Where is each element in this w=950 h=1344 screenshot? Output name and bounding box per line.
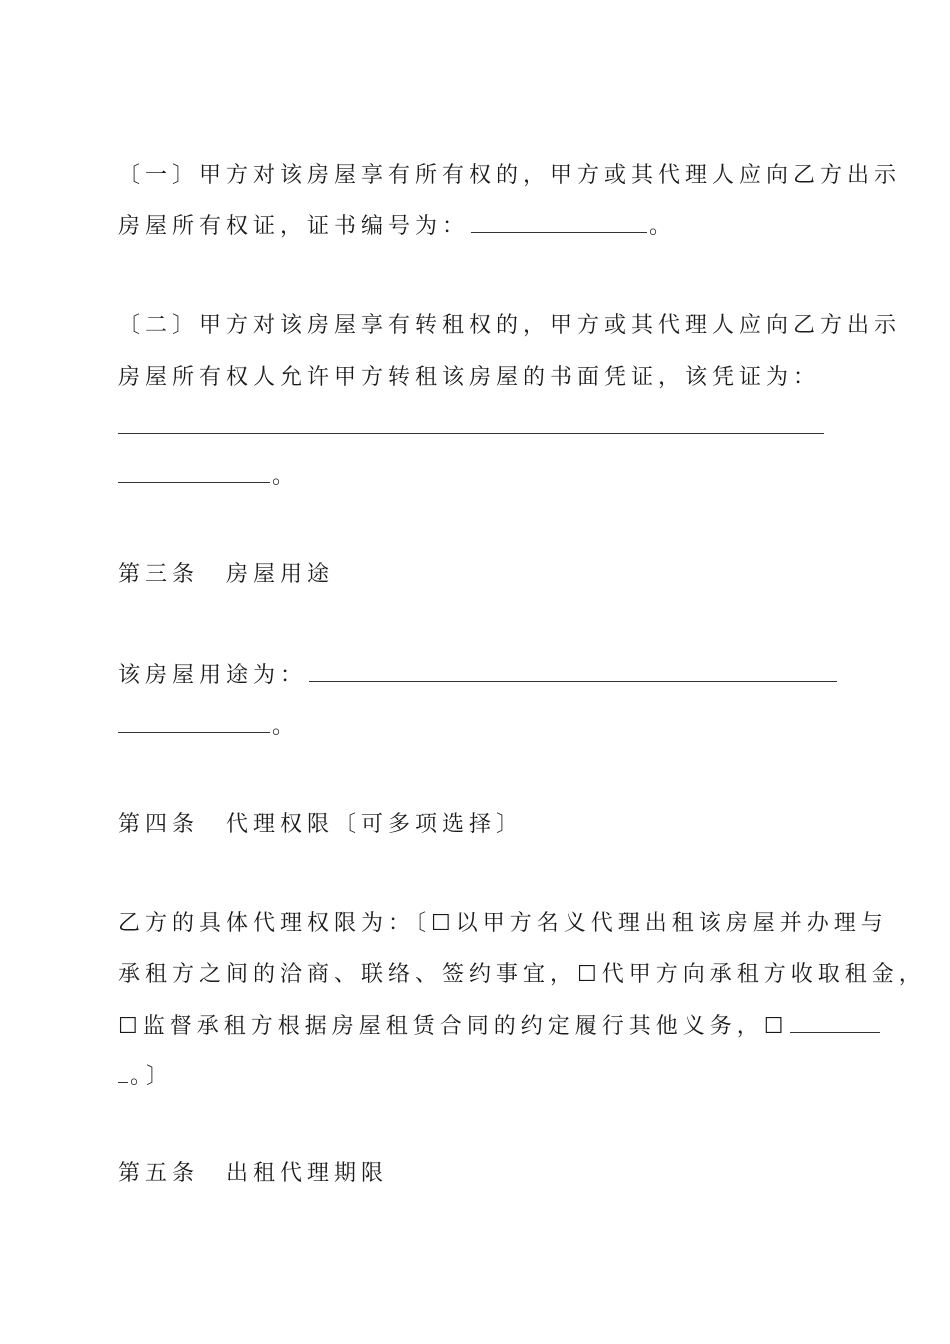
article-4-line-3-text: ☐监督承租方根据房屋租赁合同的约定履行其他义务，☐ [118,1014,789,1039]
clause-2-line-4-end: 。 [272,464,300,489]
article-3-line-2 [118,712,299,742]
other-authority-blank [790,1012,880,1033]
voucher-blank-line [118,433,824,434]
clause-2-line-1: 〔二〕甲方对该房屋享有转租权的，甲方或其代理人应向乙方出示 [118,313,902,338]
article-4-line-3 [118,1012,882,1042]
clause-1-line-2-text: 房屋所有权证，证书编号为： [118,214,470,239]
clause-2-line-2: 房屋所有权人允许甲方转租该房屋的书面凭证，该凭证为： [118,365,821,390]
clause-1-line-2 [118,212,676,242]
clause-2-line-4 [118,462,299,492]
article-4-line-4 [118,1062,173,1092]
article-5-heading: 第五条 出租代理期限 [118,1161,389,1186]
article-3-heading: 第三条 房屋用途 [118,562,335,587]
usage-blank [309,661,837,682]
article-4-line-1: 乙方的具体代理权限为：〔☐以甲方名义代理出租该房屋并办理与 [118,911,888,936]
clause-1-line-1: 〔一〕甲方对该房屋享有所有权的，甲方或其代理人应向乙方出示 [118,163,902,188]
article-4-line-2: 承租方之间的洽商、联络、签约事宜，☐代甲方向承租方收取租金， [118,962,926,987]
article-3-line-1 [118,661,839,691]
usage-blank-end [118,712,270,733]
article-4-heading: 第四条 代理权限〔可多项选择〕 [118,812,524,837]
article-3-line-1-text: 该房屋用途为： [118,663,308,688]
voucher-blank-end [118,462,270,483]
certificate-number-blank [471,212,647,233]
article-4-line-4-end: 。〕 [130,1064,174,1089]
article-3-line-2-end: 。 [272,714,300,739]
other-authority-blank-end [118,1062,128,1083]
clause-1-line-2-end: 。 [649,214,677,239]
